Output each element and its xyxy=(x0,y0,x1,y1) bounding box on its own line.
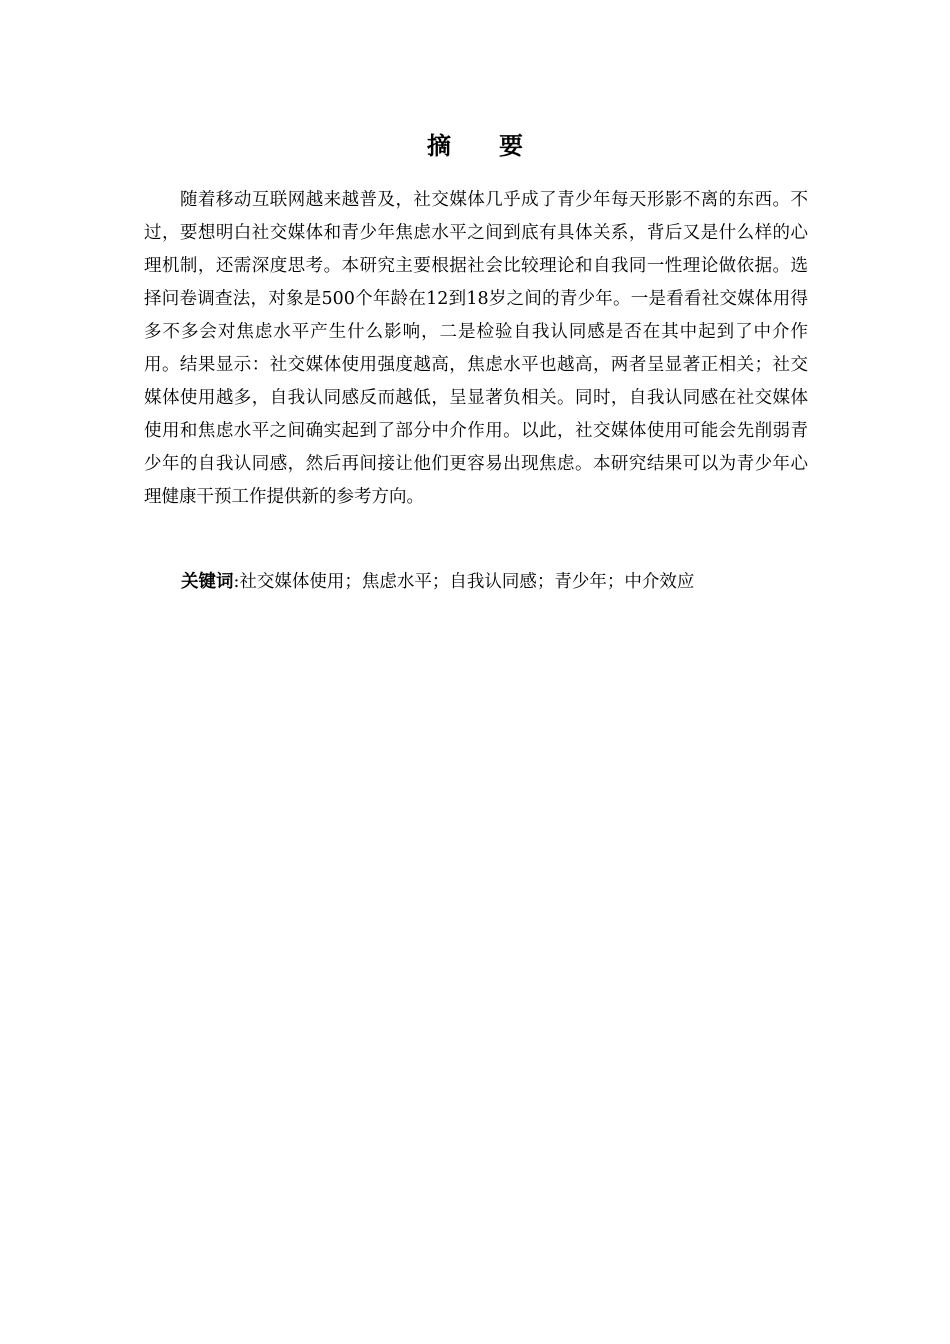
keywords-label: 关键词 xyxy=(181,572,234,592)
title-char-1: 摘 xyxy=(427,132,451,160)
keywords-line xyxy=(181,566,808,599)
abstract-paragraph: 随着移动互联网越来越普及，社交媒体几乎成了青少年每天形影不离的东西。不过，要想明白社交媒体和青少年焦虑水平之间到底有具体关系，背后又是什么样的心理机制，还需深度思考。本研究主要根据社会比较理论和自我同一性理论做依据。选择问卷调查法，对象是500个年龄在12到18岁之间的青少年。一是看看社交媒体用得多不多会对焦虑水平产生什么影响，二是检验自我认同感是否在其中起到了中介作用。结果显示：社交媒体使用强度越高，焦虑水平也越高，两者呈显著正相关；社交媒体使用越多，自我认同感反而越低，呈显著负相关。同时，自我认同感在社交媒体使用和焦虑水平之间确实起到了部分中介作用。以此，社交媒体使用可能会先削弱青少年的自我认同感，然后再间接让他们更容易出现焦虑。本研究结果可以为青少年心理健康干预工作提供新的参考方向。 xyxy=(144,190,808,507)
keywords-value: 社交媒体使用；焦虑水平；自我认同感；青少年；中介效应 xyxy=(239,572,695,592)
keywords-separator: : xyxy=(233,572,240,592)
abstract-title xyxy=(0,126,950,161)
title-char-2: 要 xyxy=(499,132,523,160)
